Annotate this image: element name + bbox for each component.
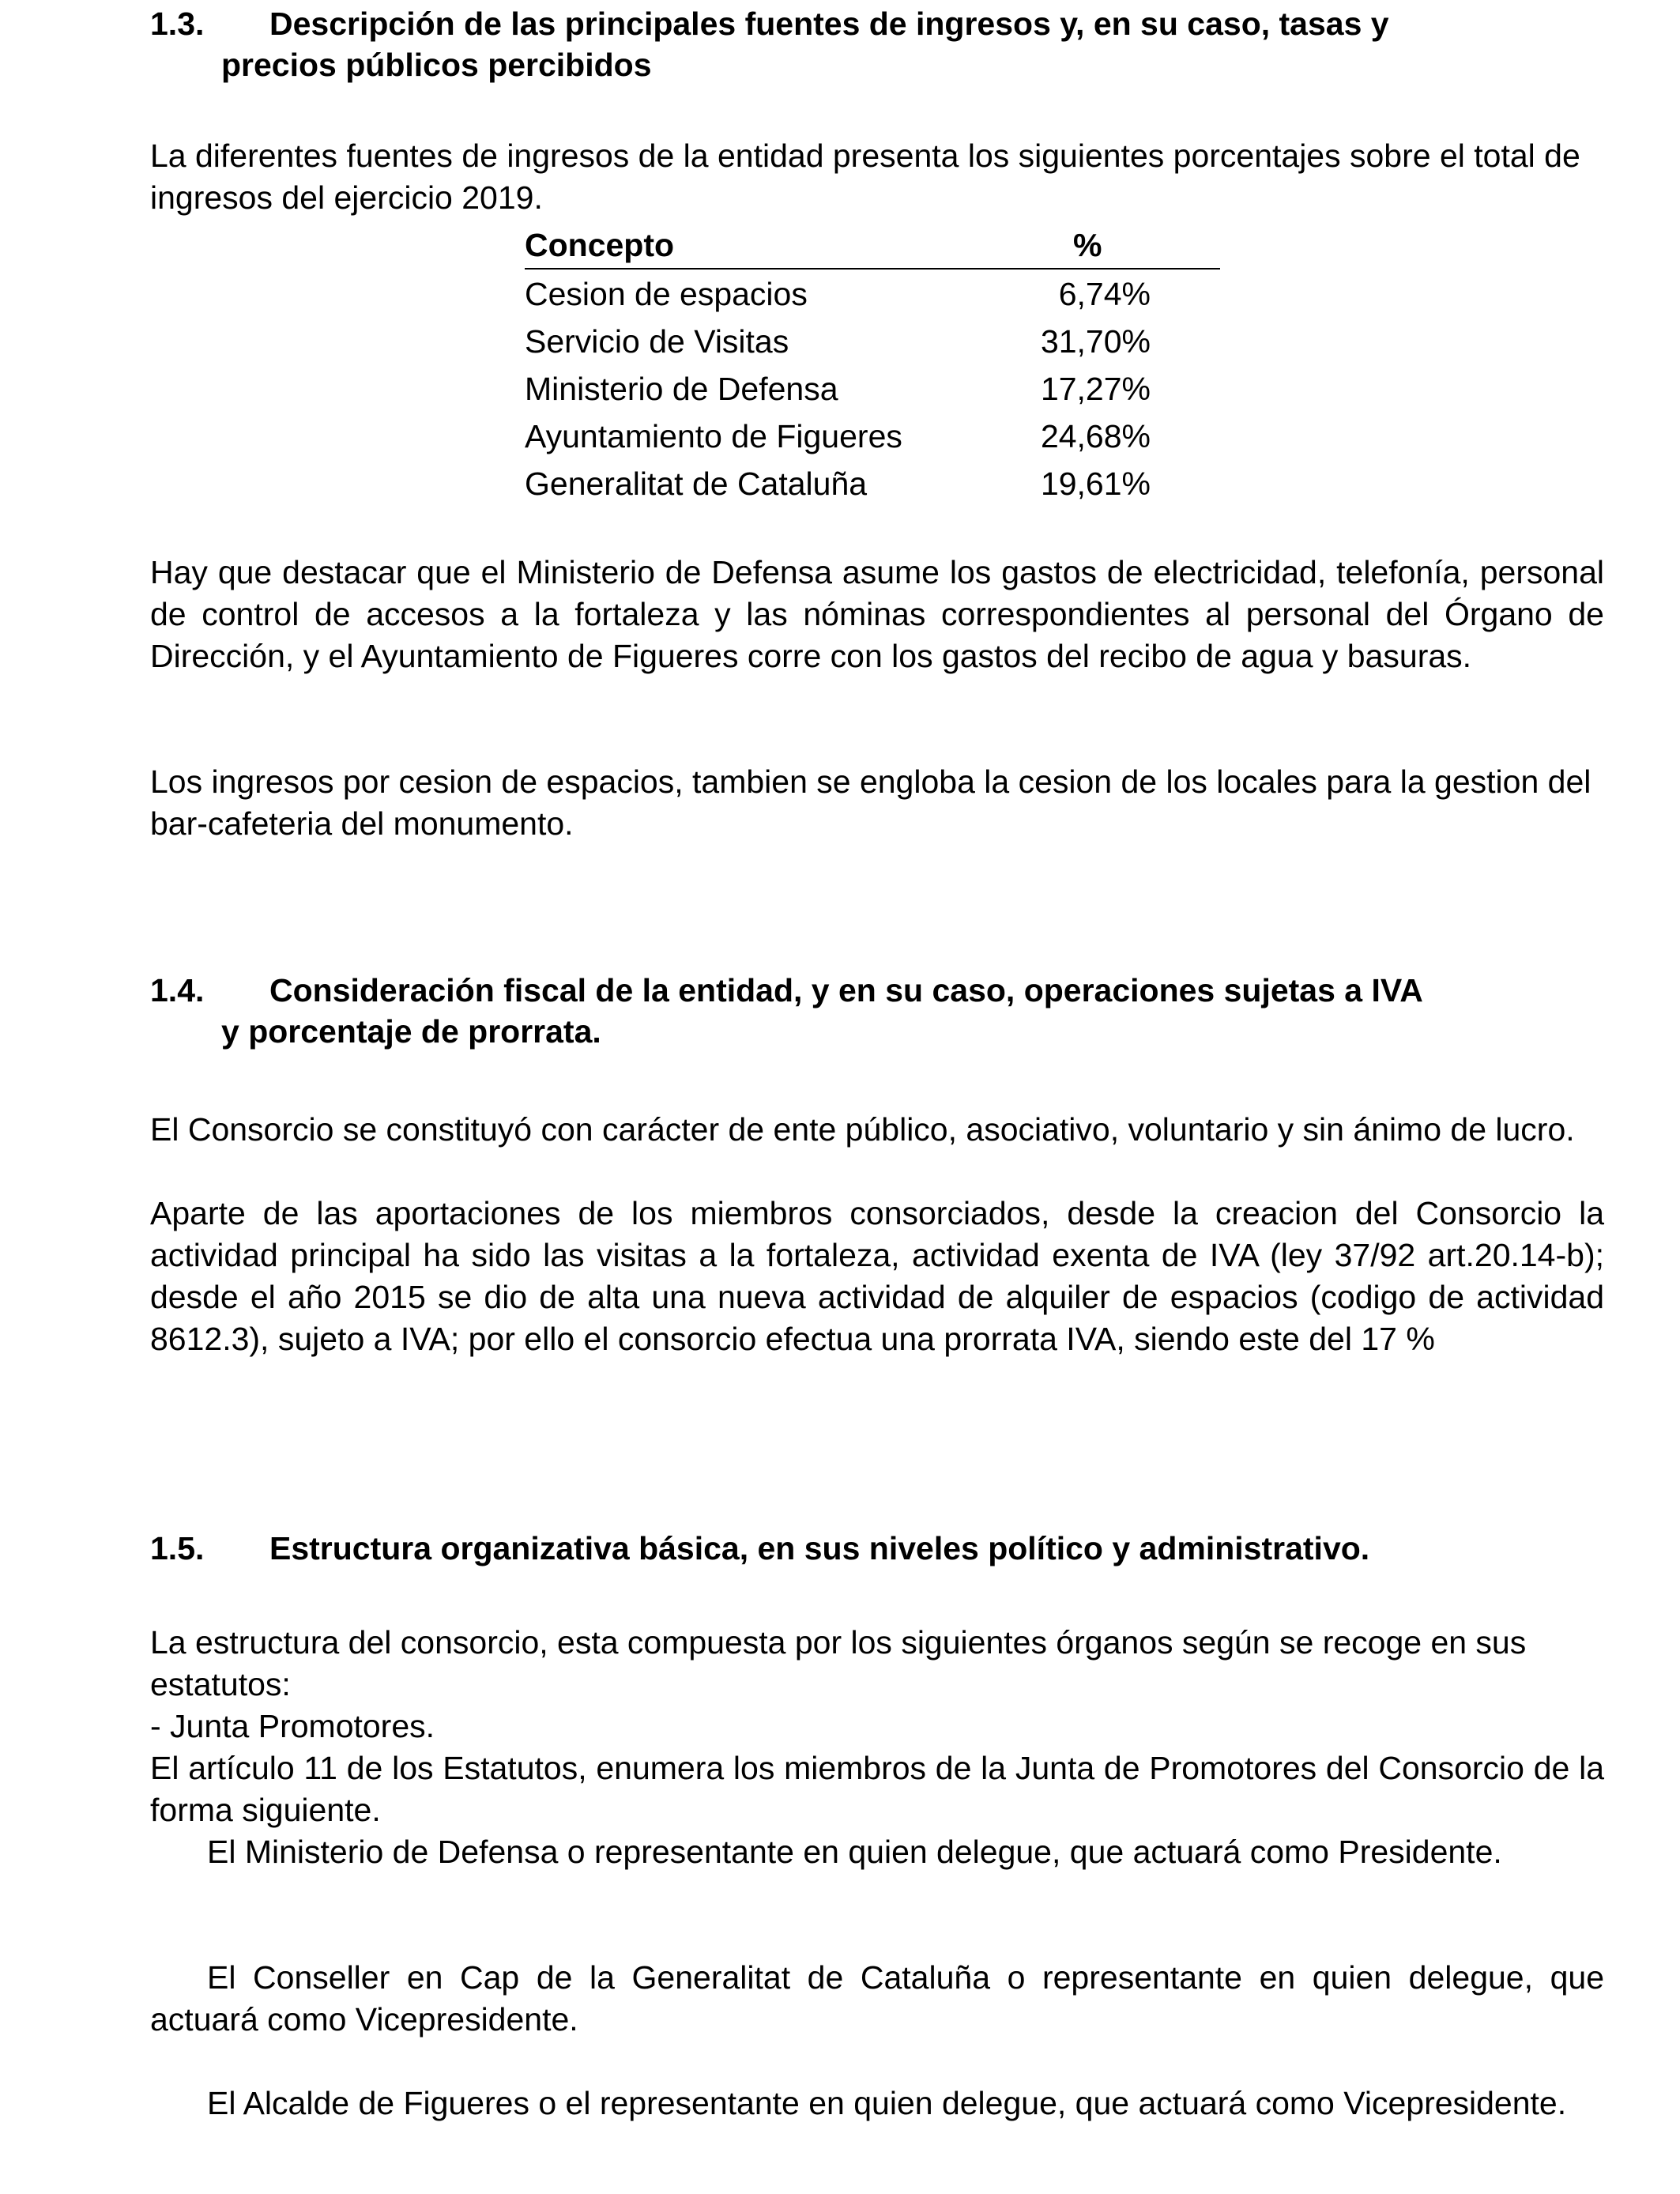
structure-paragraph: La estructura del consorcio, esta compuesta por los siguientes órganos según se recoge en sus estatutos: [150,1624,1527,1702]
section-1-4-heading [150,970,1604,1052]
section-title-line1: Estructura organizativa básica, en sus niveles político y administrativo. [269,1530,1370,1566]
row-concept: Ayuntamiento de Figueres [525,418,902,454]
expenses-paragraph: Hay que destacar que el Ministerio de Defensa asume los gastos de electricidad, telefonía, personal de control de accesos a la fortaleza y las nóminas correspondientes al personal del Órgano de Dirección, y el Ayuntamiento de Figueres corre con los gastos del recibo de agua y basuras. [150,554,1604,674]
section-title-line2: y porcentaje de prorrata. [221,1013,601,1050]
member-ministerio: El Ministerio de Defensa o representante en quien delegue, que actuará como Presidente. [207,1834,1502,1870]
table-row [525,317,1220,364]
member-alcalde: El Alcalde de Figueres o el representante en quien delegue, que actuará como Vicepresidente. [207,2085,1567,2121]
section-title-line1: Descripción de las principales fuentes de ingresos y, en su caso, tasas y [269,6,1389,42]
row-concept: Cesion de espacios [525,276,808,312]
row-percent: 24,68% [1040,418,1151,454]
table-row [525,270,1220,317]
table-row [525,459,1220,507]
income-sources-table [525,224,1220,507]
row-percent: 17,27% [1040,371,1151,407]
row-percent: 31,70% [1040,323,1151,360]
row-concept: Ministerio de Defensa [525,371,838,407]
vat-prorrata-paragraph: Aparte de las aportaciones de los miembros consorciados, desde la creacion del Consorcio la actividad principal ha sido las visitas a la fortaleza, actividad exenta de IVA (ley 37/92 art.20.14-b); desde el año 2015 se dio de alta una nueva actividad de alquiler de espacios (codigo de actividad 8612.3), sujeto a IVA; por ello el consorcio efectua una prorrata IVA, siendo este del 17 % [150,1195,1604,1357]
row-percent: 19,61% [1040,466,1151,502]
table-row [525,364,1220,412]
section-number: 1.5. [150,1530,205,1566]
table-row [525,412,1220,459]
article-11-paragraph: El artículo 11 de los Estatutos, enumera los miembros de la Junta de Promotores del Consorcio de la forma siguiente. [150,1750,1604,1828]
table-header [525,224,1220,270]
list-item-junta: - Junta Promotores. [150,1708,435,1744]
consortium-nature-paragraph: El Consorcio se constituyó con carácter de ente público, asociativo, voluntario y sin ánimo de lucro. [150,1111,1575,1148]
header-concept: Concepto [525,227,675,263]
income-intro-paragraph: La diferentes fuentes de ingresos de la entidad presenta los siguientes porcentajes sobre el total de ingresos del ejercicio 2019. [150,138,1580,216]
row-concept: Generalitat de Cataluña [525,466,868,502]
row-concept: Servicio de Visitas [525,323,789,360]
space-rental-paragraph: Los ingresos por cesion de espacios, tambien se engloba la cesion de los locales para la gestion del bar-cafeteria del monumento. [150,763,1591,842]
section-title-line2: precios públicos percibidos [221,47,652,83]
section-1-3-heading [150,3,1604,85]
header-percent: % [1073,227,1102,263]
row-percent: 6,74% [1058,276,1151,312]
section-title-line1: Consideración fiscal de la entidad, y en su caso, operaciones sujetas a IVA [269,972,1423,1008]
section-1-5-heading [150,1528,1604,1569]
section-number: 1.3. [150,6,205,42]
section-number: 1.4. [150,972,205,1008]
member-conseller: El Conseller en Cap de la Generalitat de Cataluña o representante en quien delegue, que actuará como Vicepresidente. [150,1959,1604,2038]
